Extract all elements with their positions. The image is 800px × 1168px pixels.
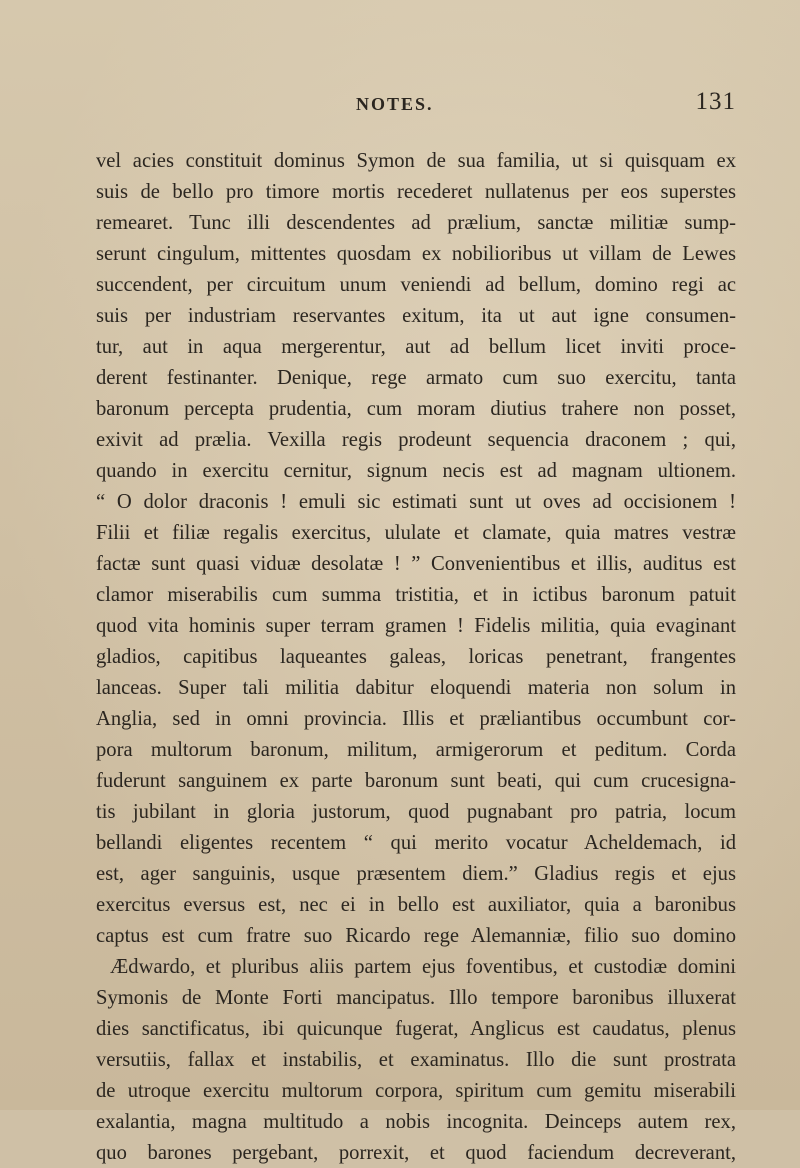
- text-line-29: dies sanctificatus, ibi quicunque fugerat, Anglicus est caudatus, plenus: [96, 1018, 736, 1040]
- text-line-4: serunt cingulum, mittentes quosdam ex nobilioribus ut villam de Lewes: [96, 243, 736, 265]
- text-line-20: pora multorum baronum, militum, armigerorum et peditum. Corda: [96, 739, 736, 761]
- text-line-23: bellandi eligentes recentem “ qui merito vocatur Acheldemach, id: [96, 832, 736, 854]
- text-line-18: lanceas. Super tali militia dabitur eloquendi materia non solum in: [96, 677, 736, 699]
- text-line-15: clamor miserabilis cum summa tristitia, et in ictibus baronum patuit: [96, 584, 736, 606]
- text-line-13: Filii et filiæ regalis exercitus, ululate et clamate, quia matres vestræ: [96, 522, 736, 544]
- text-line-17: gladios, capitibus laqueantes galeas, loricas penetrant, frangentes: [96, 646, 736, 668]
- text-line-28: Symonis de Monte Forti mancipatus. Illo tempore baronibus illuxerat: [96, 987, 736, 1009]
- text-line-3: remearet. Tunc illi descendentes ad prælium, sanctæ militiæ sump-: [96, 212, 736, 234]
- text-line-2: suis de bello pro timore mortis recederet nullatenus per eos superstes: [96, 181, 736, 203]
- text-line-32: exalantia, magna multitudo a nobis incognita. Deinceps autem rex,: [96, 1111, 736, 1133]
- text-line-16: quod vita hominis super terram gramen ! Fidelis militia, quia evaginant: [96, 615, 736, 637]
- running-header: [356, 88, 736, 124]
- text-line-12: “ O dolor draconis ! emuli sic estimati sunt ut oves ad occisionem !: [96, 491, 736, 513]
- text-line-33: quo barones pergebant, porrexit, et quod faciendum decreverant,: [96, 1142, 736, 1164]
- text-line-31: de utroque exercitu multorum corpora, spiritum cum gemitu miserabili: [96, 1080, 736, 1102]
- text-line-7: tur, aut in aqua mergerentur, aut ad bellum licet inviti proce-: [96, 336, 736, 358]
- page-number: 131: [695, 88, 736, 115]
- text-line-22: tis jubilant in gloria justorum, quod pugnabant pro patria, locum: [96, 801, 736, 823]
- text-line-11: quando in exercitu cernitur, signum necis est ad magnam ultionem.: [96, 460, 736, 482]
- text-line-27: Ædwardo, et pluribus aliis partem ejus foventibus, et custodiæ domini: [110, 956, 736, 978]
- text-line-9: baronum percepta prudentia, cum moram diutius trahere non posset,: [96, 398, 736, 420]
- text-line-1: vel acies constituit dominus Symon de sua familia, ut si quisquam ex: [96, 150, 736, 172]
- text-line-14: factæ sunt quasi viduæ desolatæ ! ” Convenientibus et illis, auditus est: [96, 553, 736, 575]
- text-line-6: suis per industriam reservantes exitum, ita ut aut igne consumen-: [96, 305, 736, 327]
- text-line-10: exivit ad prælia. Vexilla regis prodeunt sequencia draconem ; qui,: [96, 429, 736, 451]
- header-title: NOTES.: [356, 94, 434, 114]
- text-line-24: est, ager sanguinis, usque præsentem diem.” Gladius regis et ejus: [96, 863, 736, 885]
- text-line-21: fuderunt sanguinem ex parte baronum sunt beati, qui cum crucesigna-: [96, 770, 736, 792]
- text-line-19: Anglia, sed in omni provincia. Illis et præliantibus occumbunt cor-: [96, 708, 736, 730]
- text-line-26: captus est cum fratre suo Ricardo rege Alemanniæ, filio suo domino: [96, 925, 736, 947]
- text-line-25: exercitus eversus est, nec ei in bello est auxiliator, quia a baronibus: [96, 894, 736, 916]
- text-line-30: versutiis, fallax et instabilis, et examinatus. Illo die sunt prostrata: [96, 1049, 736, 1071]
- text-line-8: derent festinanter. Denique, rege armato cum suo exercitu, tanta: [96, 367, 736, 389]
- text-line-5: succendent, per circuitum unum veniendi ad bellum, domino regi ac: [96, 274, 736, 296]
